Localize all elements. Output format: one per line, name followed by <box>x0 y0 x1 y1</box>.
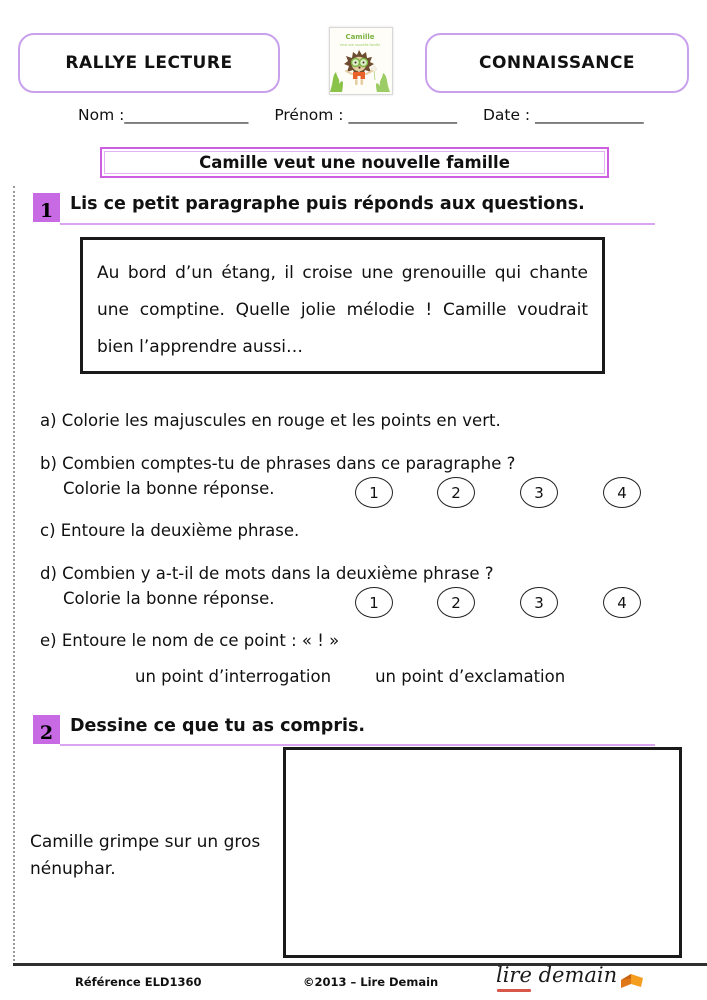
answer-circle-b-1: 1 <box>355 477 393 508</box>
footer-reference: Référence ELD1360 <box>75 975 202 989</box>
book-cover-title: Camille <box>345 33 375 41</box>
section-1-badge: 1 <box>33 193 60 222</box>
book-cover <box>329 27 393 95</box>
book-cover-subtitle: veut une nouvelle famille <box>339 43 381 47</box>
book-title-box <box>100 147 609 178</box>
reading-paragraph-box <box>80 237 605 374</box>
hedgehog-eye-left <box>355 62 357 64</box>
hedgehog-eye-right <box>363 62 365 64</box>
answer-circle-d-1: 1 <box>355 587 393 618</box>
student-info-line <box>78 106 644 124</box>
answer-circle-d-2: 2 <box>437 587 475 618</box>
question-e-choices <box>135 667 565 686</box>
hedgehog-nose <box>358 66 360 68</box>
choice-interrogation: un point d’interrogation <box>135 667 332 686</box>
hedgehog-leg-left <box>355 79 358 85</box>
section-1-heading: Lis ce petit paragraphe puis réponds aux questions. <box>70 194 585 214</box>
cut-line <box>13 186 15 965</box>
nom-field: Nom :________________ <box>78 106 249 124</box>
lire-demain-logo <box>496 964 645 990</box>
answer-circle-b-3: 3 <box>520 477 558 508</box>
question-c: c) Entoure la deuxième phrase. <box>40 521 300 540</box>
answer-circle-b-4: 4 <box>603 477 641 508</box>
rallye-lecture-label: RALLYE LECTURE <box>65 53 233 73</box>
footer-copyright: ©2013 – Lire Demain <box>303 975 439 989</box>
date-field: Date : ______________ <box>482 106 644 124</box>
section-2-heading: Dessine ce que tu as compris. <box>70 716 366 736</box>
lire-demain-logo-text: lire demain <box>496 963 618 987</box>
question-b-line2: Colorie la bonne réponse. <box>63 479 275 498</box>
answer-circle-d-3: 3 <box>520 587 558 618</box>
lire-demain-logo-icon <box>619 970 645 990</box>
question-e: e) Entoure le nom de ce point : « ! » <box>40 631 340 650</box>
reading-paragraph: Au bord d’un étang, il croise une grenouille qui chante une comptine. Quelle jolie mélodie ! Camille voudrait bien l’apprendre aussi… <box>97 263 588 357</box>
question-a: a) Colorie les majuscules en rouge et les points en vert. <box>40 411 501 430</box>
connaissance-label: CONNAISSANCE <box>478 53 636 73</box>
connaissance-box <box>425 33 689 93</box>
section-2-underline <box>60 744 655 746</box>
rallye-lecture-box <box>18 33 280 93</box>
choice-exclamation: un point d’exclamation <box>375 667 566 686</box>
hedgehog-leg-right <box>361 79 364 85</box>
book-cover-illustration <box>330 28 390 92</box>
logo-tagline-mark <box>497 989 531 992</box>
book-title-label: Camille veut une nouvelle famille <box>199 153 510 172</box>
drawing-caption: Camille grimpe sur un gros nénuphar. <box>30 832 261 879</box>
question-d-line2: Colorie la bonne réponse. <box>63 589 275 608</box>
section-2-badge: 2 <box>33 715 60 744</box>
drawing-box <box>283 747 682 958</box>
answer-circle-d-4: 4 <box>603 587 641 618</box>
prenom-field: Prénom : ______________ <box>274 106 457 124</box>
question-b-line1: b) Combien comptes-tu de phrases dans ce paragraphe ? <box>40 454 516 473</box>
answer-circle-b-2: 2 <box>437 477 475 508</box>
question-d-line1: d) Combien y a-t-il de mots dans la deuxième phrase ? <box>40 564 494 583</box>
section-1-underline <box>60 223 655 225</box>
